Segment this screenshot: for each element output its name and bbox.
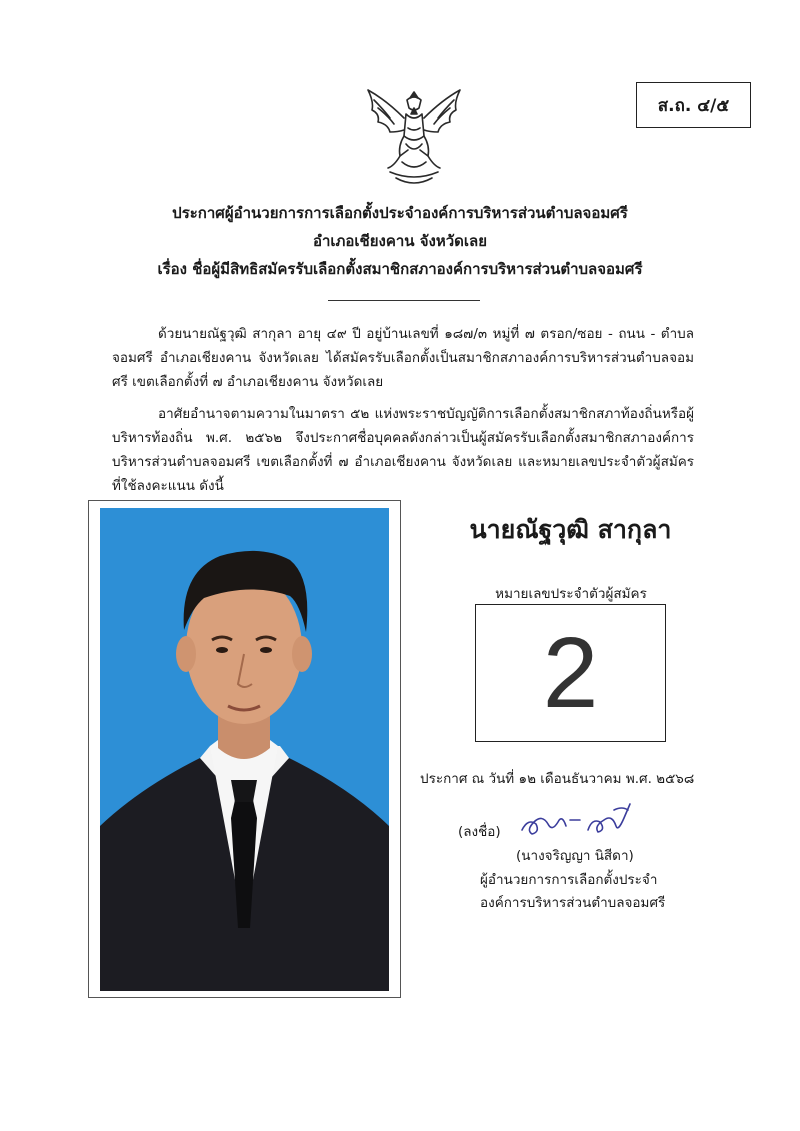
header-line-3: เรื่อง ชื่อผู้มีสิทธิสมัครรับเลือกตั้งสมาชิกสภาองค์การบริหารส่วนตำบลจอมศรี: [157, 260, 643, 278]
header-line-1: ประกาศผู้อำนวยการการเลือกตั้งประจำองค์การบริหารส่วนตำบลจอมศรี: [172, 204, 628, 222]
candidate-photo-frame: [88, 500, 401, 998]
announcement-date: ประกาศ ณ วันที่ ๑๒ เดือนธันวาคม พ.ศ. ๒๕๖๘: [420, 771, 695, 787]
candidate-number-box: [475, 604, 666, 742]
paragraph-1: ด้วยนายณัฐวุฒิ สากุลา อายุ ๔๙ ปี อยู่บ้านเลขที่ ๑๘๗/๓ หมู่ที่ ๗ ตรอก/ซอย - ถนน - ตำบลจอมศรี อำเภอเชียงคาน จังหวัดเลย ได้สมัครรับเลือกตั้งเป็นสมาชิกสภาองค์การบริหารส่วนตำบลจอมศรี เขตเลือกตั้งที่ ๗ อำเภอเชียงคาน จังหวัดเลย: [112, 326, 694, 390]
paragraph-2: อาศัยอำนาจตามความในมาตรา ๕๒ แห่งพระราชบัญญัติการเลือกตั้งสมาชิกสภาท้องถิ่นหรือผู้บริหารท้องถิ่น พ.ศ. ๒๕๖๒ จึงประกาศชื่อบุคคลดังกล่าวเป็นผู้สมัครรับเลือกตั้งสมาชิกสภาองค์การบริหารส่วนตำบลจอมศรี เขตเลือกตั้งที่ ๗ อำเภอเชียงคาน จังหวัดเลย และหมายเลขประจำตัวผู้สมัครที่ใช้ลงคะแนน ดังนี้: [112, 406, 694, 494]
candidate-number: 2: [542, 616, 599, 729]
candidate-photo: [100, 508, 389, 991]
candidate-number-label: หมายเลขประจำตัวผู้สมัคร: [495, 586, 647, 602]
form-code: ส.ถ. ๔/๕: [657, 95, 730, 116]
signature-image: [518, 800, 636, 846]
signed-label: (ลงชื่อ): [458, 824, 501, 840]
signer-title-line-2: องค์การบริหารส่วนตำบลจอมศรี: [480, 895, 666, 911]
garuda-emblem-icon: [360, 84, 468, 192]
form-code-box: [636, 82, 751, 128]
signer-name: (นางจริญญา นิสีดา): [516, 848, 634, 864]
signer-title-line-1: ผู้อำนวยการการเลือกตั้งประจำ: [480, 872, 658, 888]
header-line-2: อำเภอเชียงคาน จังหวัดเลย: [312, 232, 488, 250]
candidate-name: นายณัฐวุฒิ สากุลา: [469, 515, 672, 544]
header-divider: [328, 300, 480, 301]
candidate-portrait-image: [100, 508, 389, 991]
